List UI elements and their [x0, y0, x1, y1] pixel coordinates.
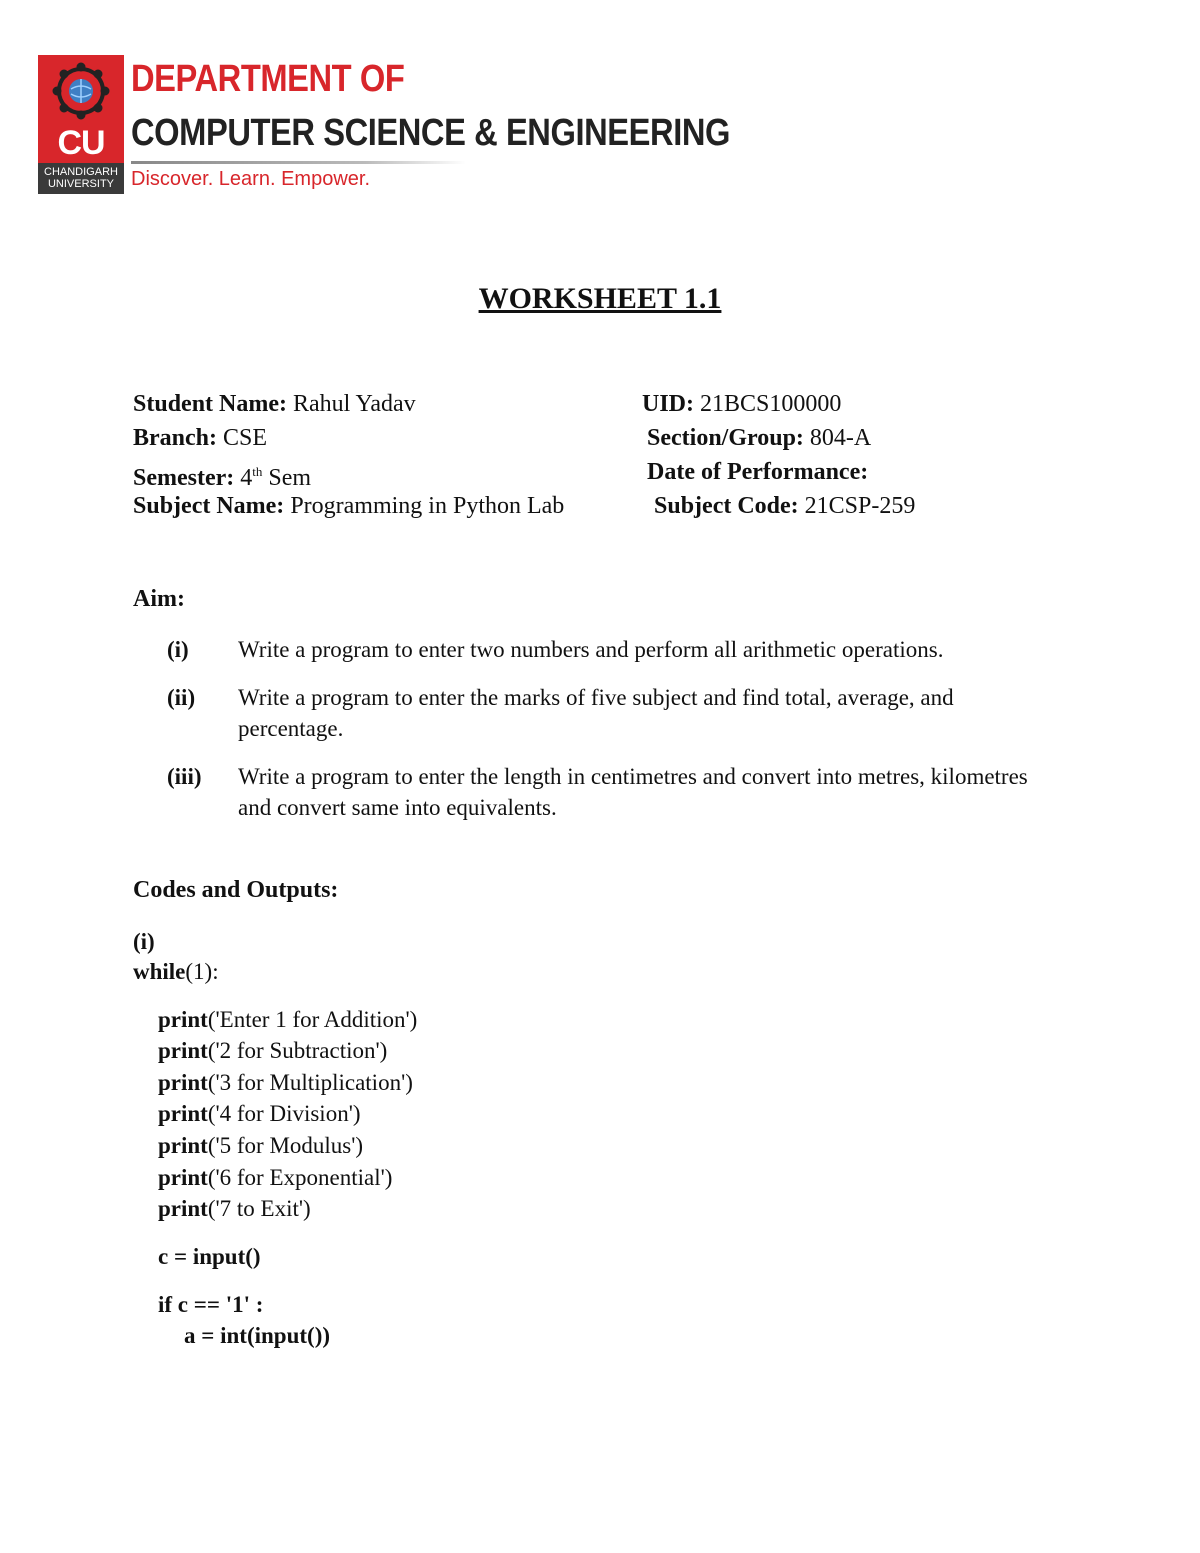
tagline: Discover. Learn. Empower.	[131, 168, 370, 190]
code-line: print('5 for Modulus')	[158, 1133, 364, 1158]
uid-field: UID: 21BCS100000	[642, 391, 842, 417]
code-line: print('6 for Exponential')	[158, 1165, 393, 1190]
section-group-field: Section/Group: 804-A	[647, 425, 872, 451]
semester-field: Semester: 4th Sem	[133, 464, 312, 491]
logo-cu-text: CU	[57, 124, 105, 162]
code-line: if c == '1' :	[158, 1292, 264, 1317]
date-of-performance-field: Date of Performance:	[647, 459, 869, 485]
code-line: print('7 to Exit')	[158, 1196, 311, 1221]
code-line: a = int(input())	[184, 1323, 331, 1348]
subject-name-field: Subject Name: Programming in Python Lab	[133, 493, 565, 519]
code-line: print('3 for Multiplication')	[158, 1070, 413, 1095]
codes-heading: Codes and Outputs:	[133, 877, 339, 903]
department-title-line1: DEPARTMENT OF	[131, 58, 405, 100]
department-title-line2: COMPUTER SCIENCE & ENGINEERING	[131, 112, 731, 154]
aim-item: (i) Write a program to enter two numbers and perform all arithmetic operations.	[167, 637, 944, 662]
aim-item: (iii) Write a program to enter the length in centimetres and convert into metres, kilometres and convert same into equivalents.	[167, 764, 1028, 820]
code-line: print('4 for Division')	[158, 1101, 361, 1126]
aim-heading: Aim:	[133, 586, 185, 612]
code-line: c = input()	[158, 1244, 261, 1269]
subject-code-field: Subject Code: 21CSP-259	[654, 493, 916, 519]
aim-item: (ii) Write a program to enter the marks of five subject and find total, average, and percentage.	[167, 685, 954, 741]
header-divider	[131, 161, 466, 164]
student-name-field: Student Name: Rahul Yadav	[133, 391, 416, 417]
university-logo	[38, 55, 124, 194]
globe-emblem-icon	[38, 55, 124, 125]
code-part-label: (i)	[133, 929, 155, 954]
branch-field: Branch: CSE	[133, 425, 268, 451]
code-line: print('2 for Subtraction')	[158, 1038, 388, 1063]
logo-university-text: CHANDIGARH UNIVERSITY	[38, 163, 124, 194]
code-line: while(1):	[133, 959, 219, 984]
worksheet-title: WORKSHEET 1.1	[478, 282, 722, 315]
code-line: print('Enter 1 for Addition')	[158, 1007, 418, 1032]
